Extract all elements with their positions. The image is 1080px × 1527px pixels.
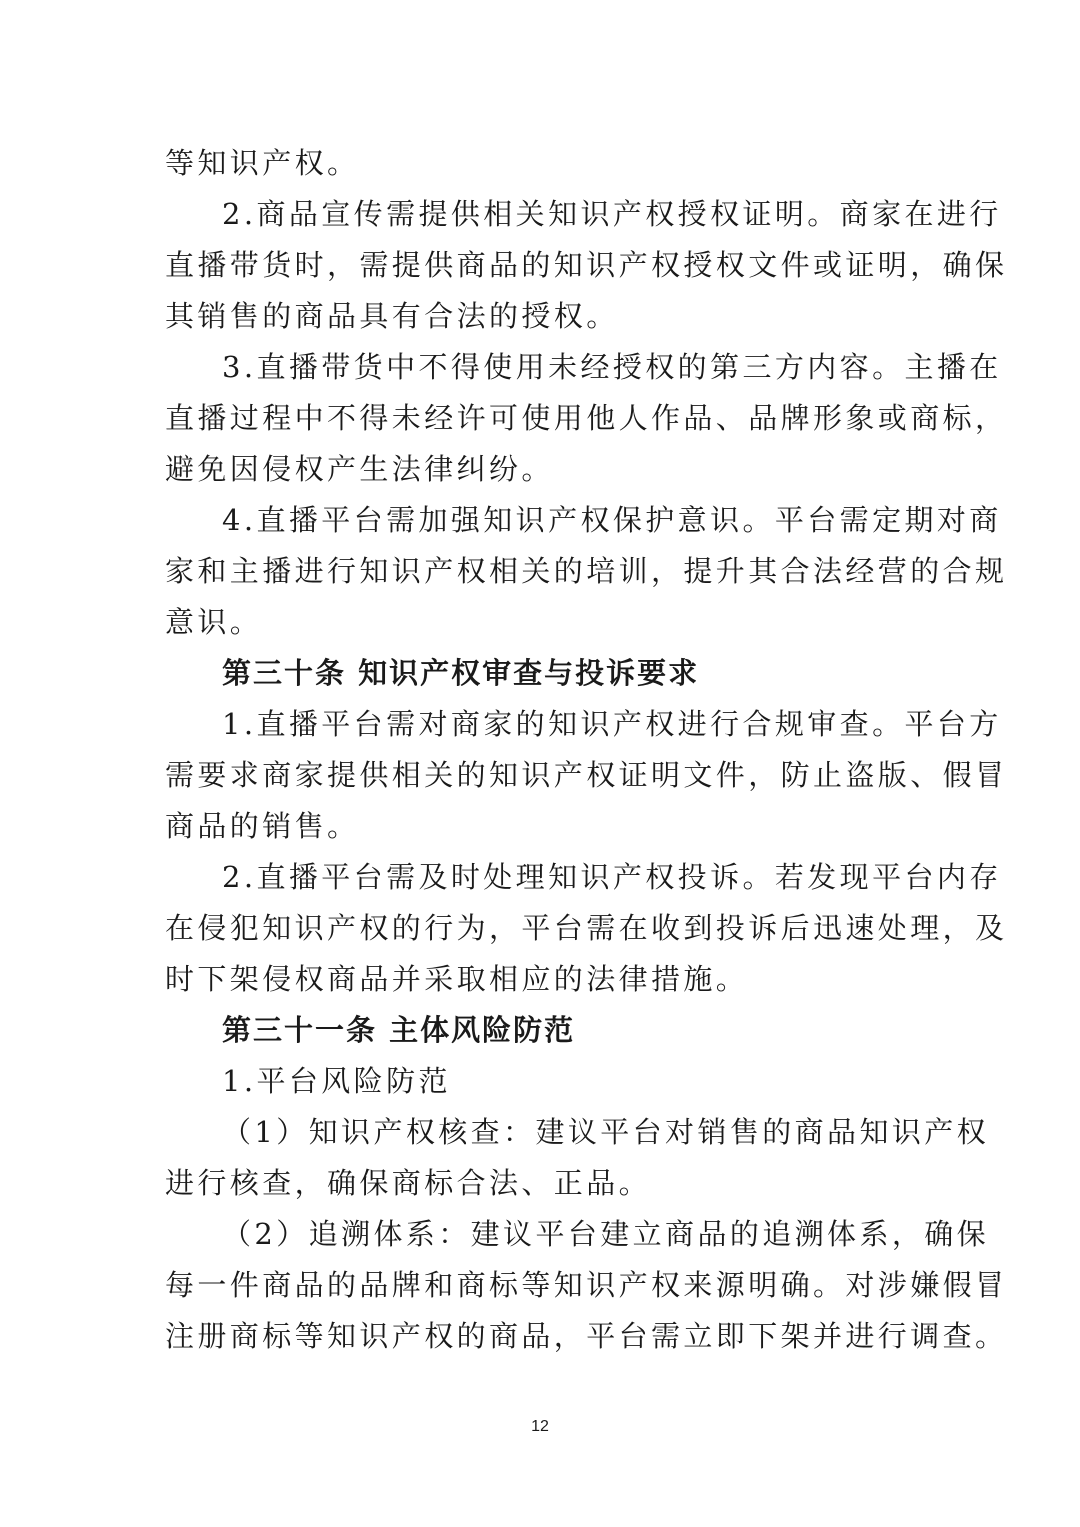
paragraph-first-line: 4.直播平台需加强知识产权保护意识。平台需定期对商 bbox=[222, 503, 1002, 537]
body-line: 家和主播进行知识产权相关的培训，提升其合法经营的合规 bbox=[165, 554, 1008, 588]
body-line: 时下架侵权商品并采取相应的法律措施。 bbox=[165, 962, 749, 996]
article-heading-31: 第三十一条 主体风险防范 bbox=[222, 1013, 576, 1047]
paragraph-first-line: 2.直播平台需及时处理知识产权投诉。若发现平台内存 bbox=[222, 860, 1002, 894]
paragraph-first-line: 1.直播平台需对商家的知识产权进行合规审查。平台方 bbox=[222, 707, 1002, 741]
article-heading-30: 第三十条 知识产权审查与投诉要求 bbox=[222, 656, 700, 690]
page-number: 12 bbox=[531, 1418, 549, 1435]
body-line: 需要求商家提供相关的知识产权证明文件，防止盗版、假冒 bbox=[165, 758, 1008, 792]
body-line: 注册商标等知识产权的商品，平台需立即下架并进行调查。 bbox=[165, 1319, 1008, 1353]
body-line: 意识。 bbox=[165, 605, 263, 639]
body-line: 商品的销售。 bbox=[165, 809, 360, 843]
paragraph-first-line: 2.商品宣传需提供相关知识产权授权证明。商家在进行 bbox=[222, 197, 1002, 231]
paragraph-first-line: （1）知识产权核查：建议平台对销售的商品知识产权 bbox=[222, 1115, 990, 1149]
body-line: 在侵犯知识产权的行为，平台需在收到投诉后迅速处理，及 bbox=[165, 911, 1008, 945]
paragraph-first-line: （2）追溯体系：建议平台建立商品的追溯体系，确保 bbox=[222, 1217, 990, 1251]
body-line: 直播过程中不得未经许可使用他人作品、品牌形象或商标， bbox=[165, 401, 1008, 435]
body-line: 其销售的商品具有合法的授权。 bbox=[165, 299, 619, 333]
paragraph-first-line: 3.直播带货中不得使用未经授权的第三方内容。主播在 bbox=[222, 350, 1002, 384]
subsection-title: 1.平台风险防范 bbox=[222, 1064, 451, 1098]
body-line: 直播带货时，需提供商品的知识产权授权文件或证明，确保 bbox=[165, 248, 1008, 282]
body-line: 进行核查，确保商标合法、正品。 bbox=[165, 1166, 652, 1200]
body-line: 避免因侵权产生法律纠纷。 bbox=[165, 452, 554, 486]
body-line: 每一件商品的品牌和商标等知识产权来源明确。对涉嫌假冒 bbox=[165, 1268, 1008, 1302]
body-line: 等知识产权。 bbox=[165, 146, 360, 180]
